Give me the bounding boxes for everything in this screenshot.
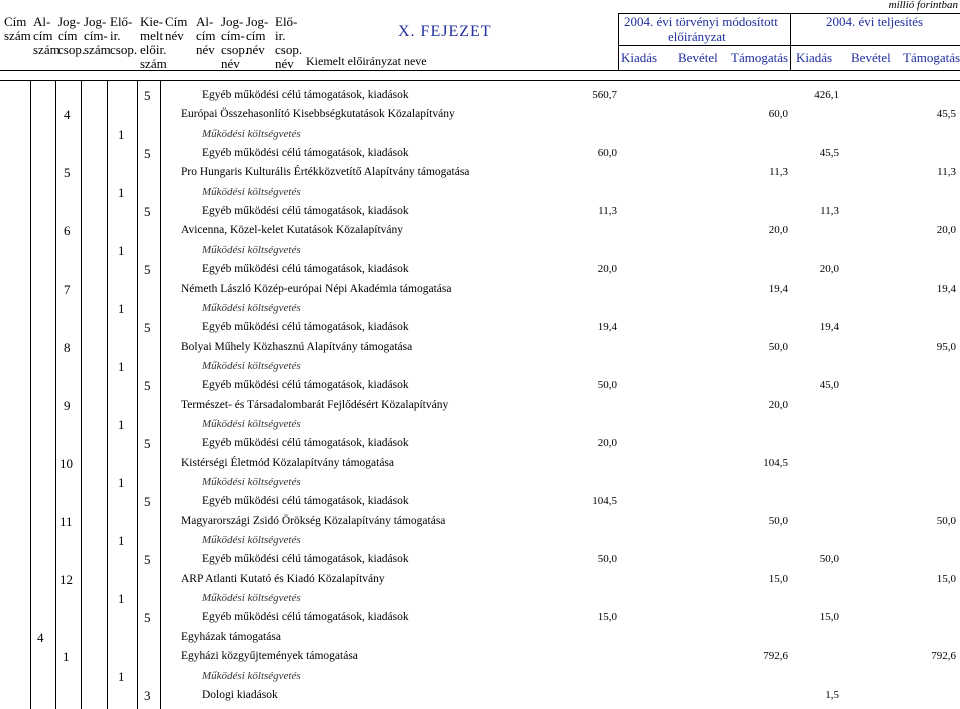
- header-group2: 2004. évi teljesítés: [826, 14, 924, 29]
- row-12-jogcim: 1: [118, 301, 125, 316]
- body-vline-1: [55, 80, 56, 709]
- row-5-alcim: 5: [64, 165, 71, 180]
- row-10-eloir: 5: [144, 262, 151, 277]
- row-4-kiadas-mod: 60,0: [597, 147, 617, 159]
- row-19-name: Egyéb működési célú támogatások, kiadások: [202, 437, 409, 449]
- row-26-tamogatas-telj: 15,0: [936, 573, 956, 585]
- header-sub-1: Kiadás: [621, 50, 658, 65]
- header-col-3-line-1: Jog-: [58, 14, 81, 29]
- row-16-eloir: 5: [144, 378, 151, 393]
- header-vline-0: [618, 13, 619, 70]
- row-4-eloir: 5: [144, 146, 151, 161]
- header-col-11-line-4: név: [275, 56, 294, 71]
- header-col-10-line-2: cím: [246, 28, 266, 43]
- header-col-10-line-1: Jog-: [246, 14, 269, 29]
- body-vline-5: [160, 80, 161, 709]
- header-col-6-line-4: szám: [140, 56, 167, 71]
- row-11-tamogatas-telj: 19,4: [936, 283, 956, 295]
- row-30-jogcimcsop: 1: [63, 649, 70, 664]
- header-col-3-line-3: csop.: [58, 42, 86, 57]
- header-col-4-line-2: cím-: [84, 28, 108, 43]
- row-20-tamogatas-mod: 104,5: [763, 457, 788, 469]
- row-18-jogcim: 1: [118, 417, 125, 432]
- header-col-9-line-4: név: [221, 56, 240, 71]
- row-7-eloir: 5: [144, 204, 151, 219]
- header-sub-6: Támogatás: [903, 50, 960, 65]
- header-col-8-line-1: Al-: [196, 14, 214, 29]
- row-6-jogcim: 1: [118, 185, 125, 200]
- row-16-kiadas-telj: 45,0: [819, 379, 839, 391]
- body-line-top: [0, 80, 960, 81]
- row-24-name: Működési költségvetés: [202, 534, 301, 546]
- row-10-kiadas-mod: 20,0: [597, 263, 617, 275]
- row-28-kiadas-mod: 15,0: [597, 611, 617, 623]
- row-5-tamogatas-telj: 11,3: [937, 166, 956, 178]
- body-vline-0: [30, 80, 31, 709]
- row-26-tamogatas-mod: 15,0: [768, 573, 788, 585]
- body-vline-4: [137, 80, 138, 709]
- header-col-8-line-3: név: [196, 42, 215, 57]
- row-22-name: Egyéb működési célú támogatások, kiadások: [202, 495, 409, 507]
- row-31-name: Működési költségvetés: [202, 670, 301, 682]
- header-col-10-line-3: név: [246, 42, 265, 57]
- row-2-alcim: 4: [64, 107, 71, 122]
- row-11-name: Németh László Közép-európai Népi Akadémia támogatása: [181, 283, 452, 295]
- row-16-kiadas-mod: 50,0: [597, 379, 617, 391]
- row-30-name: Egyházi közgyűjtemények támogatása: [181, 650, 358, 662]
- row-4-kiadas-telj: 45,5: [819, 147, 839, 159]
- row-23-tamogatas-telj: 50,0: [936, 515, 956, 527]
- header-col-9-line-1: Jog-: [221, 14, 244, 29]
- header-sub-4: Kiadás: [796, 50, 833, 65]
- row-27-jogcim: 1: [118, 591, 125, 606]
- body-vline-2: [81, 80, 82, 709]
- row-3-name: Működési költségvetés: [202, 128, 301, 140]
- header-sub-2: Bevétel: [678, 50, 718, 65]
- row-15-jogcim: 1: [118, 359, 125, 374]
- row-2-name: Európai Összehasonlító Kisebbségkutatások Közalapítvány: [181, 108, 455, 120]
- header-col-6-line-1: Kie-: [140, 14, 164, 29]
- row-10-kiadas-telj: 20,0: [819, 263, 839, 275]
- row-14-tamogatas-telj: 95,0: [936, 341, 956, 353]
- header-col-6-line-2: melt: [140, 28, 164, 43]
- header-col-9-line-3: csop.: [221, 42, 249, 57]
- row-13-kiadas-mod: 19,4: [597, 321, 617, 333]
- header-vline-1: [790, 13, 791, 70]
- row-23-tamogatas-mod: 50,0: [768, 515, 788, 527]
- row-20-name: Kistérségi Életmód Közalapítvány támogatása: [181, 457, 395, 469]
- row-8-tamogatas-mod: 20,0: [768, 224, 788, 236]
- unit-note: millió forintban: [888, 0, 958, 11]
- row-18-name: Működési költségvetés: [202, 418, 301, 430]
- row-32-kiadas-telj: 1,5: [825, 689, 839, 701]
- header-group1-line2: előirányzat: [668, 29, 726, 44]
- header-col-5-line-2: ir.: [110, 28, 121, 43]
- row-22-kiadas-mod: 104,5: [592, 495, 617, 507]
- header-col-11-line-1: Elő-: [275, 14, 298, 29]
- row-5-name: Pro Hungaris Kulturális Értékközvetítő Alapítvány támogatása: [181, 166, 470, 178]
- row-21-name: Működési költségvetés: [202, 476, 301, 488]
- row-8-name: Avicenna, Közel-kelet Kutatások Közalapítvány: [181, 224, 404, 236]
- row-4-name: Egyéb működési célú támogatások, kiadások: [202, 147, 409, 159]
- row-14-tamogatas-mod: 50,0: [768, 341, 788, 353]
- row-26-name: ARP Atlanti Kutató és Kiadó Közalapítvány: [181, 573, 385, 585]
- row-29-cim: 4: [37, 630, 44, 645]
- row-1-kiadas-telj: 426,1: [814, 89, 839, 101]
- header-col-2-line-3: szám: [33, 42, 60, 57]
- header-sub-5: Bevétel: [851, 50, 891, 65]
- row-23-alcim: 11: [60, 514, 73, 529]
- row-25-eloir: 5: [144, 552, 151, 567]
- body-vline-3: [107, 80, 108, 709]
- row-13-kiadas-telj: 19,4: [819, 321, 839, 333]
- row-7-kiadas-mod: 11,3: [598, 205, 617, 217]
- row-6-name: Működési költségvetés: [202, 186, 301, 198]
- row-28-kiadas-telj: 15,0: [819, 611, 839, 623]
- row-23-name: Magyarországi Zsidó Örökség Közalapítvány támogatása: [181, 515, 446, 527]
- row-14-name: Bolyai Műhely Közhasznú Alapítvány támogatása: [181, 341, 413, 353]
- header-col-7-line-2: név: [165, 28, 184, 43]
- row-17-tamogatas-mod: 20,0: [768, 399, 788, 411]
- header-col-2-line-2: cím: [33, 28, 53, 43]
- header-col-9-line-2: cím-: [221, 28, 245, 43]
- row-20-alcim: 10: [60, 456, 73, 471]
- row-1-name: Egyéb működési célú támogatások, kiadások: [202, 89, 409, 101]
- header-col-7-line-1: Cím: [165, 14, 188, 29]
- header-col-1-line-2: szám: [4, 28, 31, 43]
- row-11-alcim: 7: [64, 282, 71, 297]
- header-line-bottom: [0, 70, 960, 71]
- row-30-tamogatas-mod: 792,6: [763, 650, 788, 662]
- row-2-tamogatas-mod: 60,0: [768, 108, 788, 120]
- row-13-name: Egyéb működési célú támogatások, kiadások: [202, 321, 409, 333]
- row-17-alcim: 9: [64, 398, 71, 413]
- row-16-name: Egyéb működési célú támogatások, kiadások: [202, 379, 409, 391]
- header-col-5-line-1: Elő-: [110, 14, 133, 29]
- row-1-kiadas-mod: 560,7: [592, 89, 617, 101]
- row-8-alcim: 6: [64, 223, 71, 238]
- row-14-alcim: 8: [64, 340, 71, 355]
- row-25-kiadas-mod: 50,0: [597, 553, 617, 565]
- header-col-2-line-1: Al-: [33, 14, 51, 29]
- chapter-title: X. FEJEZET: [398, 23, 492, 40]
- row-7-name: Egyéb működési célú támogatások, kiadások: [202, 205, 409, 217]
- header-col-3-line-2: cím: [58, 28, 78, 43]
- header-col-6-line-3: előir.: [140, 42, 167, 57]
- row-1-eloir: 5: [144, 88, 151, 103]
- row-17-name: Természet- és Társadalombarát Fejlődésért Közalapítvány: [181, 399, 449, 411]
- row-26-alcim: 12: [60, 572, 73, 587]
- row-29-name: Egyházak támogatása: [181, 631, 281, 643]
- row-8-tamogatas-telj: 20,0: [936, 224, 956, 236]
- row-15-name: Működési költségvetés: [202, 360, 301, 372]
- row-25-name: Egyéb működési célú támogatások, kiadások: [202, 553, 409, 565]
- row-12-name: Működési költségvetés: [202, 302, 301, 314]
- row-2-tamogatas-telj: 45,5: [936, 108, 956, 120]
- header-group1-line1: 2004. évi törvényi módosított: [624, 14, 778, 29]
- header-col-8-line-2: cím: [196, 28, 216, 43]
- header-kiemelt-name: Kiemelt előirányzat neve: [306, 54, 427, 68]
- row-13-eloir: 5: [144, 320, 151, 335]
- header-col-4-line-1: Jog-: [84, 14, 107, 29]
- header-line-top: [618, 13, 960, 14]
- row-10-name: Egyéb működési célú támogatások, kiadások: [202, 263, 409, 275]
- header-col-11-line-2: ir.: [275, 28, 286, 43]
- header-col-4-line-3: szám: [84, 42, 111, 57]
- row-28-eloir: 5: [144, 610, 151, 625]
- row-21-jogcim: 1: [118, 475, 125, 490]
- row-11-tamogatas-mod: 19,4: [768, 283, 788, 295]
- row-9-name: Működési költségvetés: [202, 244, 301, 256]
- row-19-kiadas-mod: 20,0: [597, 437, 617, 449]
- row-25-kiadas-telj: 50,0: [819, 553, 839, 565]
- header-col-5-line-3: csop.: [110, 42, 138, 57]
- row-5-tamogatas-mod: 11,3: [769, 166, 788, 178]
- row-22-eloir: 5: [144, 494, 151, 509]
- row-3-jogcim: 1: [118, 127, 125, 142]
- row-28-name: Egyéb működési célú támogatások, kiadások: [202, 611, 409, 623]
- header-col-11-line-3: csop.: [275, 42, 303, 57]
- row-31-jogcim: 1: [118, 669, 125, 684]
- header-sub-3: Támogatás: [731, 50, 789, 65]
- row-7-kiadas-telj: 11,3: [820, 205, 839, 217]
- header-line-mid: [618, 45, 960, 46]
- row-9-jogcim: 1: [118, 243, 125, 258]
- header-col-1-line-1: Cím: [4, 14, 27, 29]
- row-30-tamogatas-telj: 792,6: [931, 650, 956, 662]
- row-24-jogcim: 1: [118, 533, 125, 548]
- row-32-eloir: 3: [144, 688, 151, 703]
- row-32-name: Dologi kiadások: [202, 689, 278, 701]
- row-19-eloir: 5: [144, 436, 151, 451]
- row-27-name: Működési költségvetés: [202, 592, 301, 604]
